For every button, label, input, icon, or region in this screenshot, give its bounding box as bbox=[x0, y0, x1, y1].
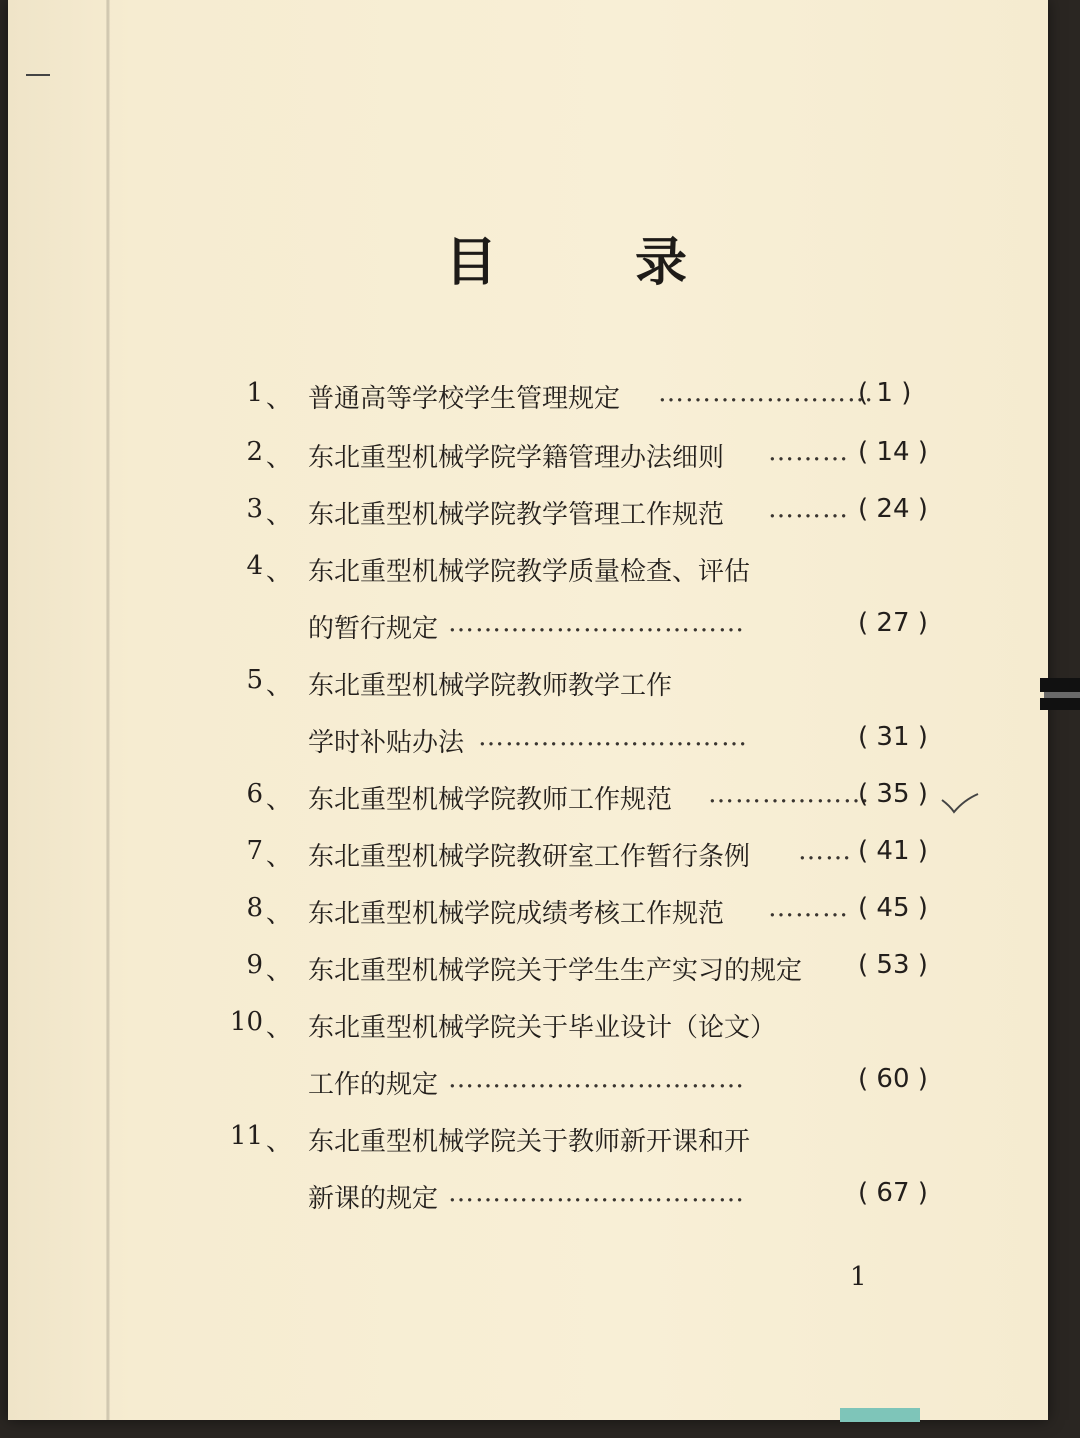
entry-title: 东北重型机械学院关于毕业设计（论文） bbox=[308, 1013, 777, 1043]
page-number: ( 1 ) bbox=[858, 378, 912, 408]
leader-dots: …………………………… bbox=[448, 1178, 745, 1208]
edge-mark bbox=[26, 74, 50, 76]
leader-dots: …………………… bbox=[658, 378, 874, 408]
page-number: ( 67 ) bbox=[858, 1178, 928, 1208]
entry-number: 7 bbox=[246, 836, 263, 866]
entry-title-line2: 新课的规定 bbox=[308, 1184, 439, 1214]
entry-title: 东北重型机械学院教学质量检查、评估 bbox=[308, 557, 751, 587]
leader-dots: ……… bbox=[768, 893, 849, 923]
page-number: ( 27 ) bbox=[858, 608, 928, 638]
entry-number: 5 bbox=[246, 665, 263, 695]
leader-dots: …… bbox=[798, 836, 852, 866]
leader-dots: ……… bbox=[768, 494, 849, 524]
page-spine-shadow bbox=[106, 0, 110, 1420]
entry-number: 3 bbox=[246, 494, 263, 524]
handwritten-check-icon bbox=[940, 792, 980, 816]
page-number: ( 24 ) bbox=[858, 494, 928, 524]
page-number: ( 53 ) bbox=[858, 950, 928, 980]
page-folio: 1 bbox=[850, 1262, 867, 1292]
entry-title-line2: 学时补贴办法 bbox=[308, 728, 465, 758]
entry-title: 东北重型机械学院教学管理工作规范 bbox=[308, 500, 725, 530]
entry-title: 东北重型机械学院教研室工作暂行条例 bbox=[308, 842, 751, 872]
page-title: 目 录 bbox=[444, 232, 748, 293]
entry-title-line2: 工作的规定 bbox=[308, 1070, 439, 1100]
entry-number: 8 bbox=[246, 893, 263, 923]
entry-title: 东北重型机械学院学籍管理办法细则 bbox=[308, 443, 725, 473]
leader-dots: …………………………… bbox=[448, 1064, 745, 1094]
page-number: ( 45 ) bbox=[858, 893, 928, 923]
leader-dots: ……………… bbox=[708, 779, 870, 809]
leader-dots: ……… bbox=[768, 437, 849, 467]
binder-clip-icon bbox=[1040, 672, 1080, 732]
page-number: ( 14 ) bbox=[858, 437, 928, 467]
page-number: ( 41 ) bbox=[858, 836, 928, 866]
entry-title: 普通高等学校学生管理规定 bbox=[308, 384, 621, 414]
entry-number: 9 bbox=[246, 950, 263, 980]
entry-title: 东北重型机械学院教师工作规范 bbox=[308, 785, 673, 815]
entry-title: 东北重型机械学院关于教师新开课和开 bbox=[308, 1127, 751, 1157]
entry-title-line2: 的暂行规定 bbox=[308, 614, 439, 644]
page-number: ( 60 ) bbox=[858, 1064, 928, 1094]
entry-number: 4 bbox=[246, 551, 263, 581]
entry-number: 10 bbox=[229, 1007, 263, 1037]
entry-title: 东北重型机械学院关于学生生产实习的规定 bbox=[308, 956, 803, 986]
leader-dots: …………………………… bbox=[448, 608, 745, 638]
colored-tab-edge bbox=[840, 1408, 920, 1422]
entry-number: 11 bbox=[229, 1121, 263, 1151]
leader-dots: ………………………… bbox=[478, 722, 748, 752]
entry-number: 2 bbox=[246, 437, 263, 467]
book-page: 目 录 1 、 普通高等学校学生管理规定 …………………… ( 1 ) 2 、 东北重型机械学院学籍管理办法细则 ……… ( 14 ) 3 、 东北重型机械学院教学管理工作规范 ……… ( 24 ) 4 、 东北重型机械学院教学质量检查、评估 的暂行规定 …………………………… ( 27 ) 5 、 东北重型机械学院教师教学工作 学时补贴办法 ………………………… ( 31 ) 6 、 东北重型机械学院教师工作规范 ……………… ( 35 ) 7 、 东北重型机械学院教研室工作暂行条例 …… ( 41 ) 8 、 东北重型机械学院成绩考核工作规范 ……… ( 45 ) 9 、 东北重型机械学院关于学生生产实习的规定 ( 53 ) 10 、 东北重型机械学院关于毕业设计（论文） 工作的规定 …………………………… ( 60 ) 11 、 东北重型机械学院关于教师新开课和开 新课的规定 …………………………… ( 67 ) 1 bbox=[8, 0, 1048, 1420]
page-number: ( 35 ) bbox=[858, 779, 928, 809]
entry-title: 东北重型机械学院成绩考核工作规范 bbox=[308, 899, 725, 929]
entry-number: 1 bbox=[246, 378, 263, 408]
entry-title: 东北重型机械学院教师教学工作 bbox=[308, 671, 673, 701]
page-number: ( 31 ) bbox=[858, 722, 928, 752]
entry-number: 6 bbox=[246, 779, 263, 809]
